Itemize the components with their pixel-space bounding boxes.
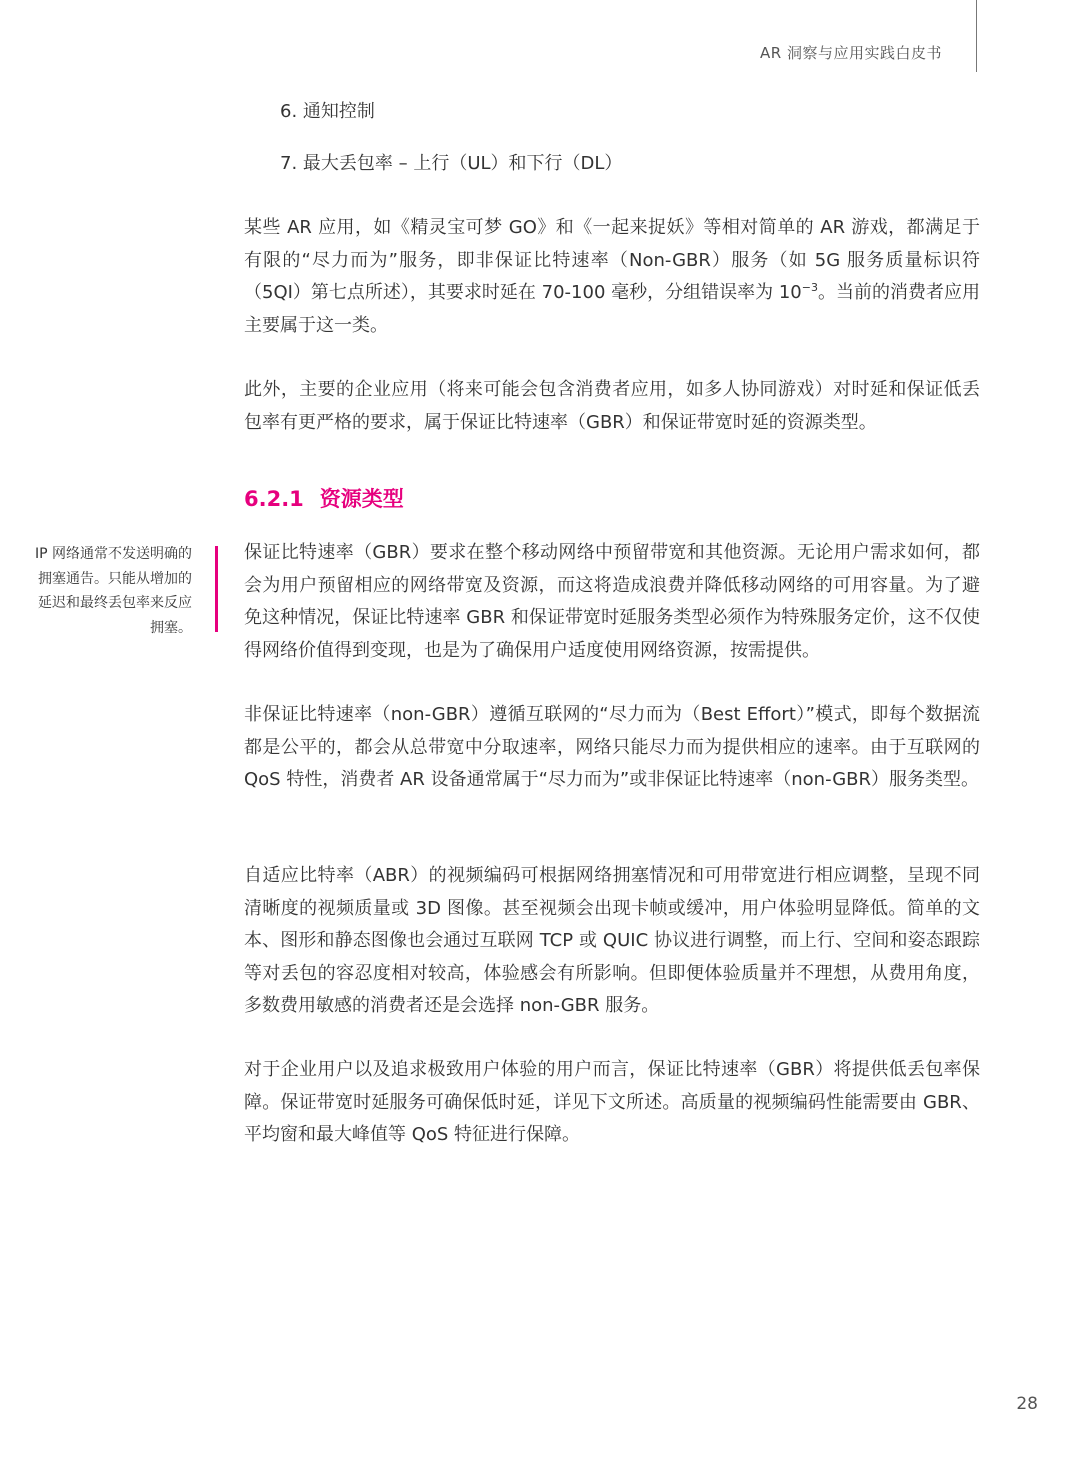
- section-number: 6.2.1: [244, 487, 304, 511]
- paragraph-enterprise-gbr: 对于企业用户以及追求极致用户体验的用户而言，保证比特速率（GBR）将提供低丢包率保障。保证带宽时延服务可确保低时延，详见下文所述。高质量的视频编码性能需要由 GBR、平均窗和最大峰值等 QoS 特征进行保障。: [244, 1059, 980, 1145]
- page-number: 28: [1016, 1394, 1038, 1414]
- list-item-max-packet-loss: 7. 最大丢包率 – 上行（UL）和下行（DL）: [280, 153, 623, 174]
- margin-note-accent-bar: [215, 546, 218, 632]
- paragraph-abr: 自适应比特率（ABR）的视频编码可根据网络拥塞情况和可用带宽进行相应调整，呈现不同清晰度的视频质量或 3D 图像。甚至视频会出现卡帧或缓冲，用户体验明显降低。简单的文本、图形和静态图像也会通过互联网 TCP 或 QUIC 协议进行调整，而上行、空间和姿态跟踪等对丢包的容忍度相对较高，体验感会有所影响。但即便体验质量并不理想，从费用角度，多数费用敏感的消费者还是会选择 non-GBR 服务。: [244, 865, 980, 1016]
- section-title: 资源类型: [319, 487, 404, 511]
- paragraph-non-gbr: 非保证比特速率（non-GBR）遵循互联网的“尽力而为（Best Effort）”模式，即每个数据流都是公平的，都会从总带宽中分取速率，网络只能尽力而为提供相应的速率。由于互联网的 QoS 特性，消费者 AR 设备通常属于“尽力而为”或非保证比特速率（non-GBR）服务类型。: [244, 704, 980, 790]
- paragraph-consumer-apps-text: 某些 AR 应用，如《精灵宝可梦 GO》和《一起来捉妖》等相对简单的 AR 游戏，都满足于有限的“尽力而为”服务，即非保证比特速率（Non-GBR）服务（如 5G 服务质量标识符（5QI）第七点所述），其要求时延在 70-100 毫秒，分组错误率为 10: [244, 217, 980, 303]
- margin-note: IP 网络通常不发送明确的拥塞通告。只能从增加的延迟和最终丢包率来反应拥塞。: [34, 546, 192, 636]
- exponent: −3: [801, 281, 818, 294]
- paragraph-gbr: 保证比特速率（GBR）要求在整个移动网络中预留带宽和其他资源。无论用户需求如何，都会为用户预留相应的网络带宽及资源，而这将造成浪费并降低移动网络的可用容量。为了避免这种情况，保证比特速率 GBR 和保证带宽时延服务类型必须作为特殊服务定价，这不仅使得网络价值得到变现，也是为了确保用户适度使用网络资源，按需提供。: [244, 542, 980, 661]
- paragraph-consumer-apps: [244, 212, 980, 342]
- list-item-notification-control: 6. 通知控制: [280, 101, 375, 122]
- header-divider: [976, 0, 977, 72]
- section-heading: [244, 482, 404, 516]
- paragraph-enterprise-apps: 此外，主要的企业应用（将来可能会包含消费者应用，如多人协同游戏）对时延和保证低丢包率有更严格的要求，属于保证比特速率（GBR）和保证带宽时延的资源类型。: [244, 379, 980, 433]
- paragraph-consumer-apps-text-end: 。当前的消费者应用主要属于这一类。: [244, 282, 980, 336]
- running-header-title: AR 洞察与应用实践白皮书: [760, 44, 942, 62]
